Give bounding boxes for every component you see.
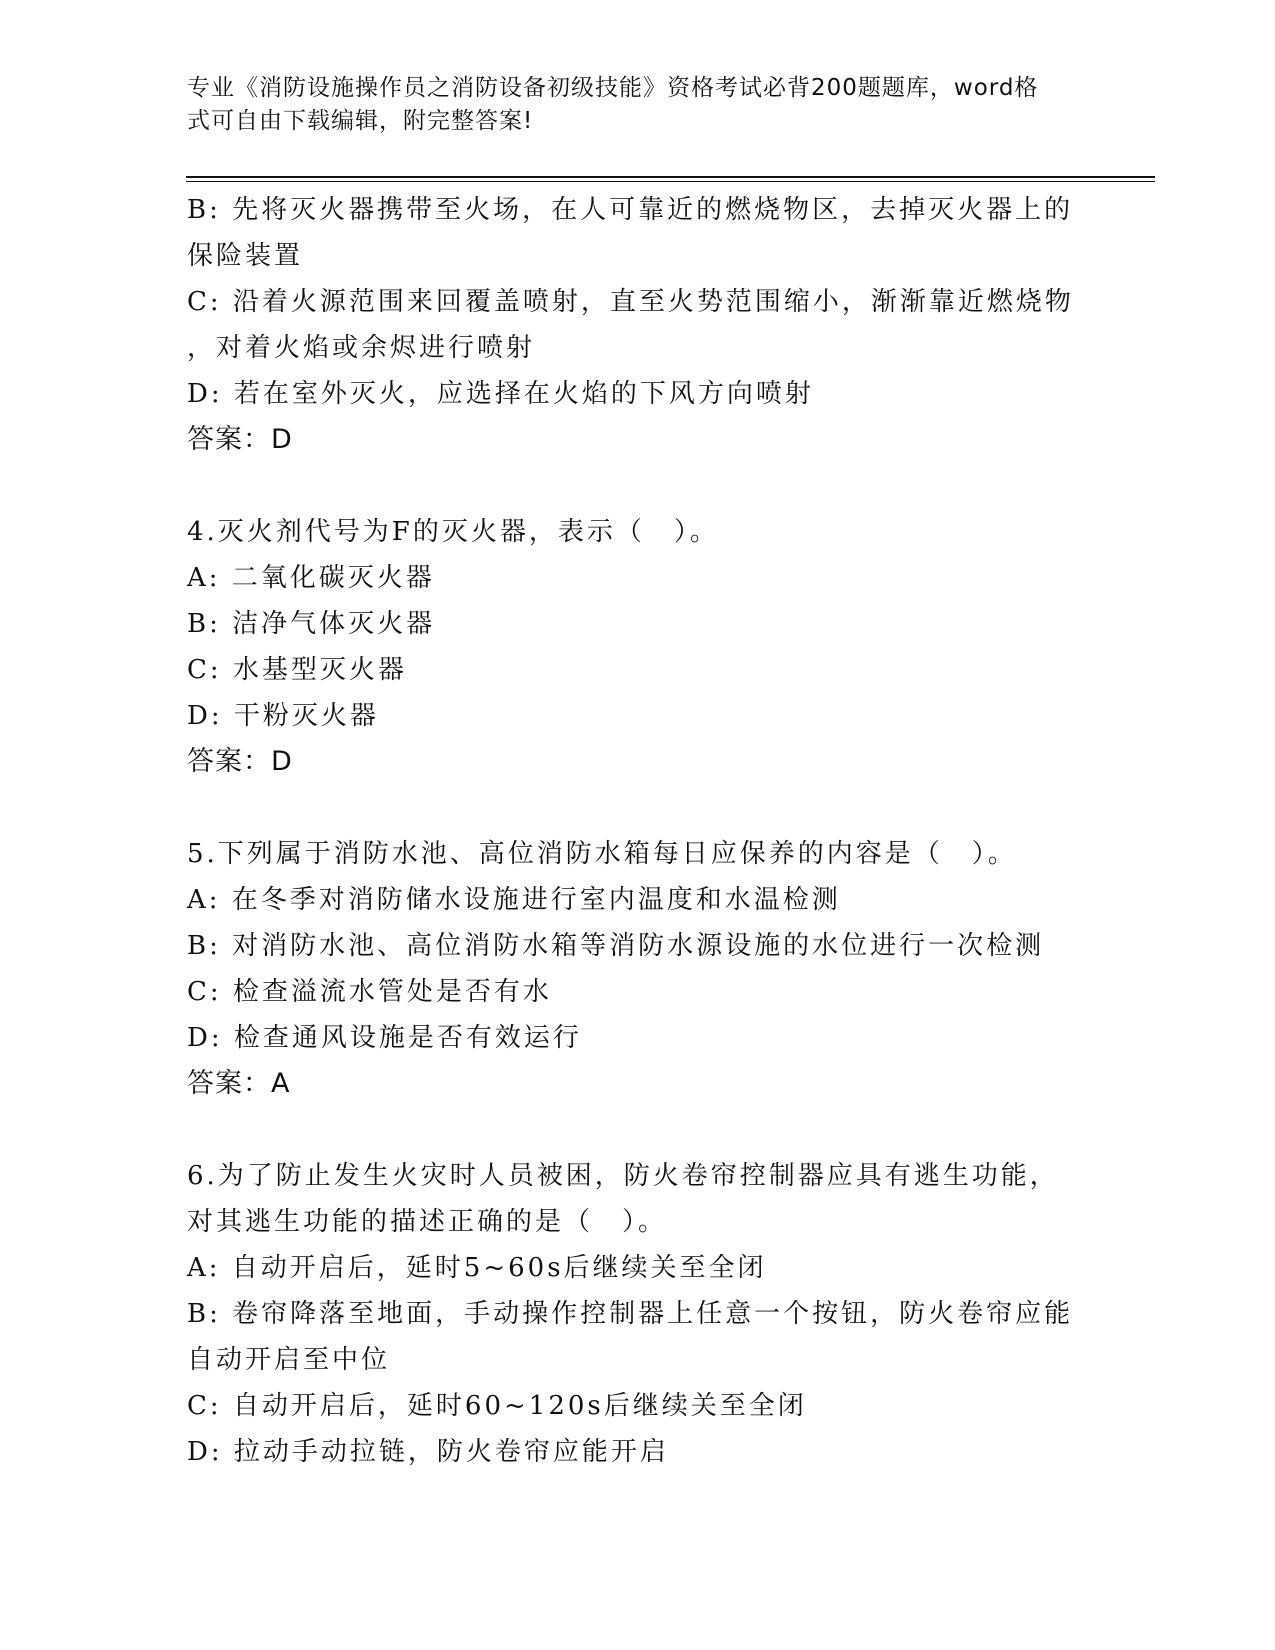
question-6	[187, 1153, 1087, 1475]
answer: 答案：D	[187, 746, 293, 777]
option-b: B: 洁净气体灭火器	[187, 609, 436, 639]
option-d: D: 检查通风设施是否有效运行	[187, 1023, 582, 1053]
question-stem-line-1: 6.为了防止发生火灾时人员被困，防火卷帘控制器应具有逃生功能，	[187, 1161, 1059, 1191]
question-stem: 5.下列属于消防水池、高位消防水箱每日应保养的内容是（ ）。	[187, 839, 1017, 869]
question-5	[187, 831, 1087, 1107]
option-c: C: 水基型灭火器	[187, 655, 407, 685]
spacer	[187, 1107, 1087, 1153]
option-b-line-1: B: 先将灭火器携带至火场，在人可靠近的燃烧物区，去掉灭火器上的	[187, 195, 1074, 225]
question-stem-line-2: 对其逃生功能的描述正确的是（ ）。	[187, 1207, 668, 1237]
header-line-1: 专业《消防设施操作员之消防设备初级技能》资格考试必背200题题库，word格	[187, 75, 1039, 101]
spacer	[187, 785, 1087, 831]
question-stem: 4.灭火剂代号为F的灭火器，表示（ ）。	[187, 517, 719, 547]
option-c: C: 自动开启后，延时60~120s后继续关至全闭	[187, 1391, 807, 1421]
option-b: B: 对消防水池、高位消防水箱等消防水源设施的水位进行一次检测	[187, 931, 1045, 961]
option-b-line-2: 保险装置	[187, 241, 304, 271]
question-3	[187, 187, 1087, 463]
option-c-line-1: C: 沿着火源范围来回覆盖喷射，直至火势范围缩小，渐渐靠近燃烧物	[187, 287, 1074, 317]
question-4	[187, 509, 1087, 785]
option-d: D: 拉动手动拉链，防火卷帘应能开启	[187, 1437, 669, 1467]
answer: 答案：A	[187, 1068, 291, 1099]
header-divider-thick	[186, 176, 1155, 178]
option-d: D: 若在室外灭火，应选择在火焰的下风方向喷射	[187, 379, 814, 409]
option-a: A: 自动开启后，延时5~60s后继续关至全闭	[187, 1253, 767, 1283]
option-b-line-2: 自动开启至中位	[187, 1345, 391, 1375]
answer: 答案：D	[187, 424, 293, 455]
option-c: C: 检查溢流水管处是否有水	[187, 977, 552, 1007]
option-b-line-1: B: 卷帘降落至地面，手动操作控制器上任意一个按钮，防火卷帘应能	[187, 1299, 1074, 1329]
option-a: A: 在冬季对消防储水设施进行室内温度和水温检测	[187, 885, 841, 915]
option-d: D: 干粉灭火器	[187, 701, 379, 731]
option-a: A: 二氧化碳灭火器	[187, 563, 435, 593]
spacer	[187, 463, 1087, 509]
option-c-line-2: ，对着火焰或余烬进行喷射	[187, 333, 536, 363]
question-list	[187, 187, 1087, 1475]
header-divider-thin	[186, 181, 1155, 182]
document-header	[187, 72, 1067, 138]
header-line-2: 式可自由下载编辑，附完整答案!	[187, 108, 534, 134]
